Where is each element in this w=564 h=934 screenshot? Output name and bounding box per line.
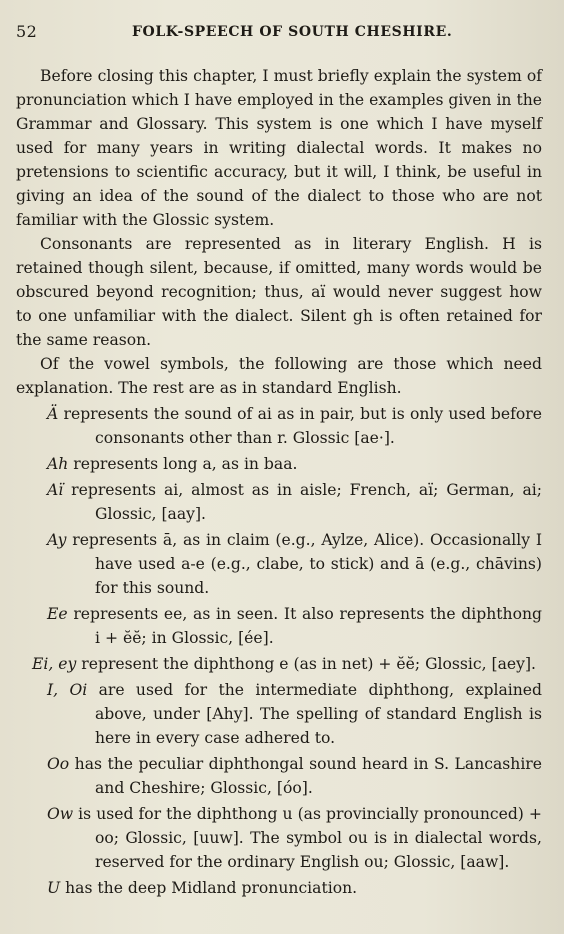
definition-text: are used for the intermediate diphthong, explained above, under [Ahy]. The spelling of standard English is here in every case adhered to. xyxy=(87,681,542,747)
definition-text: represents ā, as in claim (e.g., Aylze, Alice). Occasionally I have used a-e (e.g., clabe, to stick) and ā (e.g., chāvins) for this sound. xyxy=(66,531,542,597)
definition-text: represents ai, almost as in aisle; French, aï; German, ai; Glossic, [aay]. xyxy=(63,481,542,523)
definition-term: Ah xyxy=(47,455,69,473)
vowel-symbol-list xyxy=(16,402,542,900)
paragraph-pronunciation-intro: Before closing this chapter, I must briefly explain the system of pronunciation which I have employed in the examples given in the Grammar and Glossary. This system is one which I have myself used for many years in writing dialectal words. It makes no pretensions to scientific accuracy, but it will, I think, be useful in giving an idea of the sound of the dialect to those who are not familiar with the Glossic system. xyxy=(16,67,542,229)
page-number: 52 xyxy=(16,22,38,41)
definition-text: has the peculiar diphthongal sound heard in S. Lancashire and Cheshire; Glossic, [óo]. xyxy=(69,755,542,797)
definition-term: Ä xyxy=(47,405,59,423)
definition-term: I, Oi xyxy=(47,681,88,699)
definition-ow xyxy=(16,802,542,874)
definition-text: represent the diphthong e (as in net) + ĕĕ; Glossic, [aey]. xyxy=(76,655,537,673)
definition-term: U xyxy=(47,879,61,897)
definition-text: represents long a, as in baa. xyxy=(68,455,298,473)
definition-ah xyxy=(16,452,542,476)
definition-term: Ay xyxy=(47,531,67,549)
definition-text: represents the sound of ai as in pair, but is only used before consonants other than r. Glossic [ae·]. xyxy=(58,405,542,447)
definition-term: Ow xyxy=(47,805,74,823)
definition-term: Ei, ey xyxy=(32,655,77,673)
definition-term: Oo xyxy=(47,755,70,773)
definition-text: has the deep Midland pronunciation. xyxy=(60,879,358,897)
definition-term: Ee xyxy=(47,605,68,623)
definition-ei-ey xyxy=(16,652,542,676)
definition-text: represents ee, as in seen. It also represents the diphthong i + ĕĕ; in Glossic, [ée]. xyxy=(67,605,542,647)
definition-term: Aï xyxy=(47,481,64,499)
definition-text: is used for the diphthong u (as provincially pronounced) + oo; Glossic, [uuw]. The symbol ou is in dialectal words, reserved for the ordinary English ou; Glossic, [aaw]. xyxy=(73,805,542,871)
running-title: FOLK-SPEECH OF SOUTH CHESHIRE. xyxy=(132,24,453,40)
definition-ai xyxy=(16,478,542,526)
definition-u xyxy=(16,876,542,900)
definition-ee xyxy=(16,602,542,650)
definition-a-umlaut xyxy=(16,402,542,450)
paragraph-vowel-symbols: Of the vowel symbols, the following are those which need explanation. The rest are as in standard English. xyxy=(16,355,542,397)
definition-oo xyxy=(16,752,542,800)
definition-i-oi xyxy=(16,678,542,750)
paragraph-consonants: Consonants are represented as in literary English. H is retained though silent, because, if omitted, many words would be obscured beyond recognition; thus, aï would never suggest how to one unfamiliar with the dialect. Silent gh is often retained for the same reason. xyxy=(16,235,542,349)
definition-ay xyxy=(16,528,542,600)
page-header xyxy=(16,18,542,44)
